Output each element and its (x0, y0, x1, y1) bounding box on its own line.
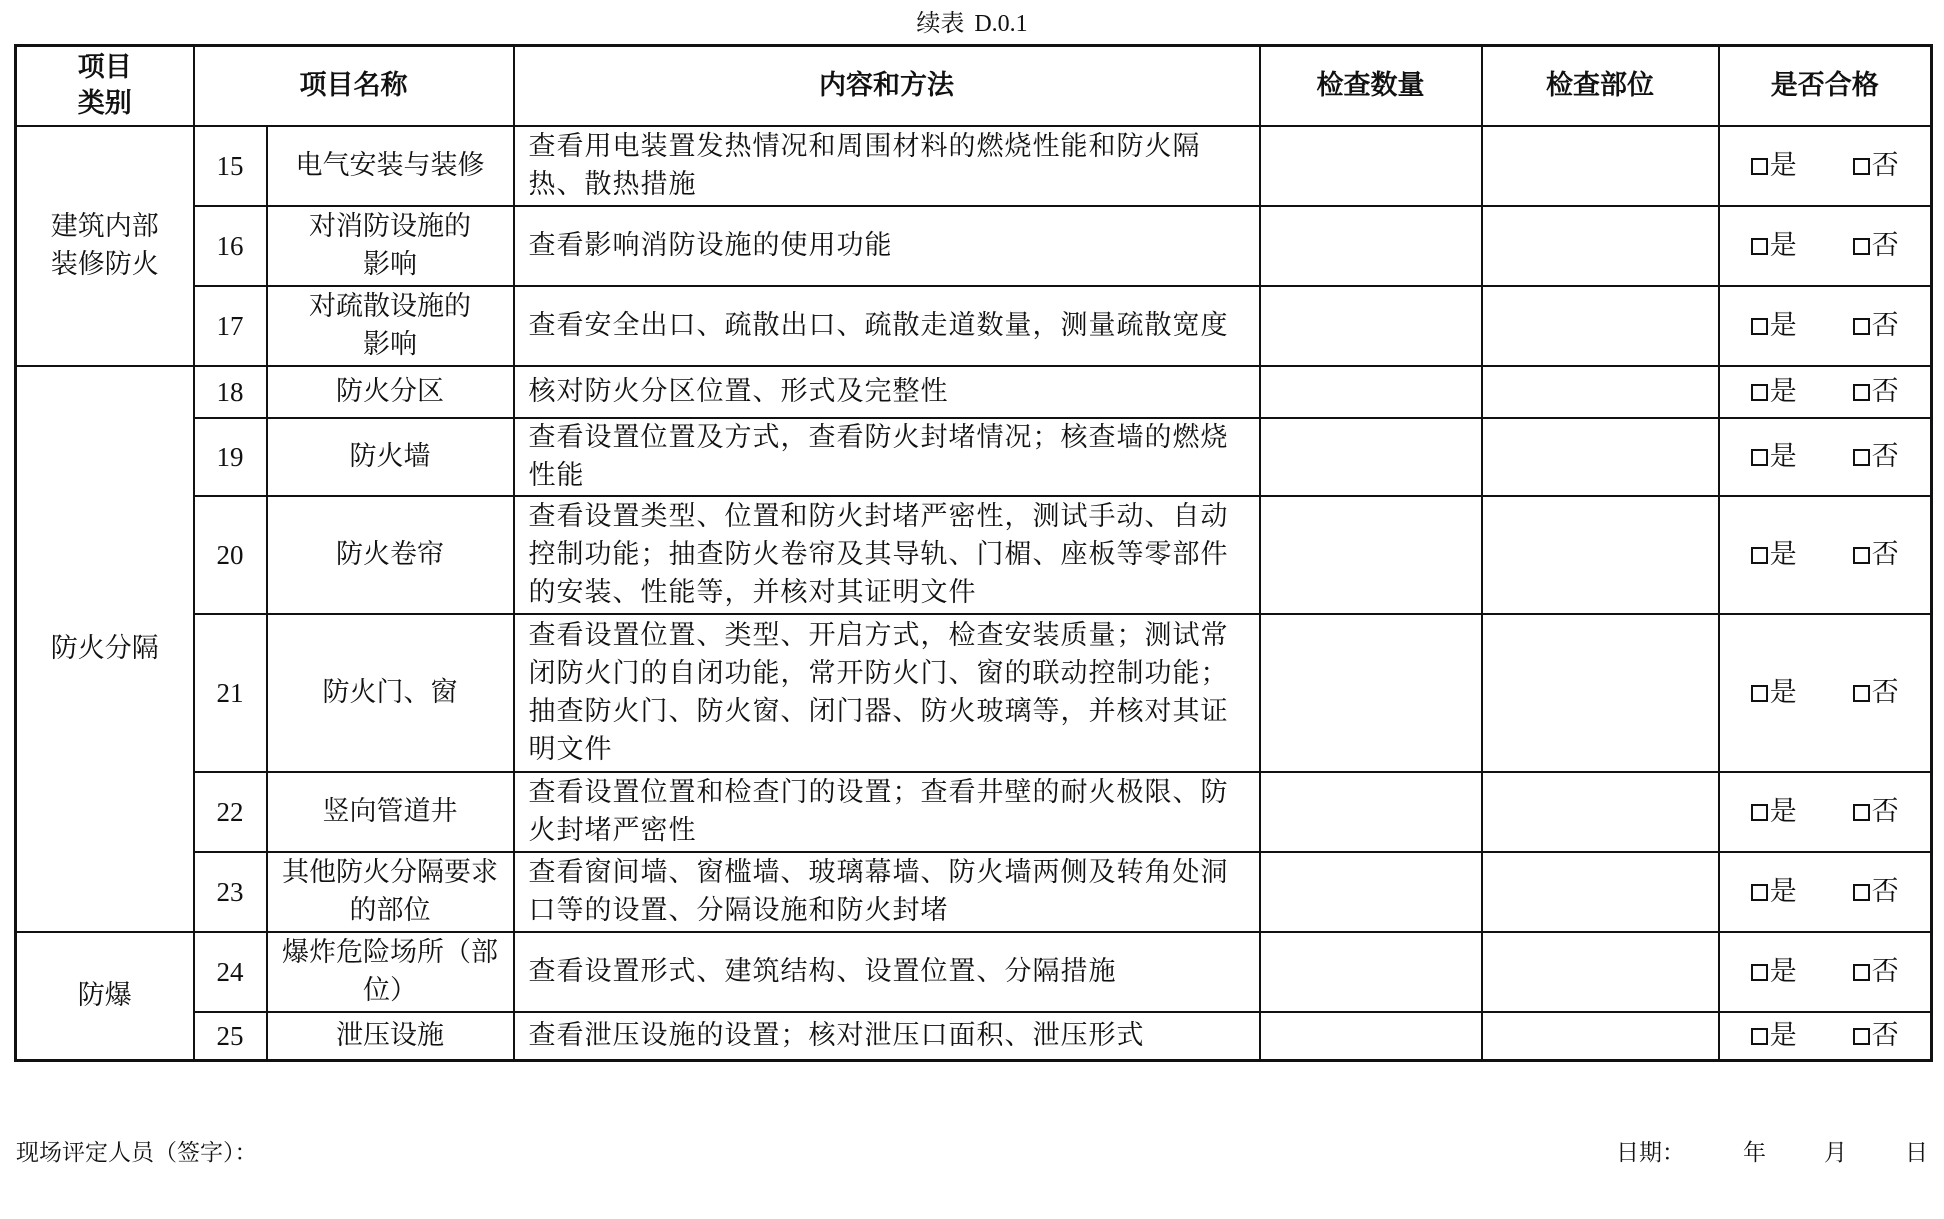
table-row (16, 852, 1932, 932)
category-cell: 防爆 (16, 932, 194, 1060)
item-name-cell: 其他防火分隔要求的部位 (267, 852, 514, 932)
table-row (16, 1012, 1932, 1060)
no-checkbox[interactable] (1853, 449, 1870, 466)
qualified-cell (1719, 126, 1932, 206)
yes-option[interactable] (1751, 793, 1797, 831)
location-cell[interactable] (1482, 1012, 1719, 1060)
yes-option[interactable] (1751, 307, 1797, 345)
date-day: 日 (1905, 1140, 1928, 1166)
no-checkbox[interactable] (1853, 964, 1870, 981)
yes-option[interactable] (1751, 438, 1797, 476)
qualified-cell (1719, 772, 1932, 852)
quantity-cell[interactable] (1260, 852, 1482, 932)
no-label: 否 (1871, 876, 1899, 907)
item-name-cell: 电气安装与装修 (267, 126, 514, 206)
no-option[interactable] (1853, 147, 1899, 185)
item-name-cell: 防火墙 (267, 418, 514, 496)
no-checkbox[interactable] (1853, 158, 1870, 175)
signature-line (16, 1138, 258, 1168)
yes-option[interactable] (1751, 147, 1797, 185)
content-method-cell: 查看窗间墙、窗槛墙、玻璃幕墙、防火墙两侧及转角处洞口等的设置、分隔设施和防火封堵 (514, 852, 1260, 932)
yes-label: 是 (1769, 1019, 1797, 1051)
location-cell[interactable] (1482, 614, 1719, 772)
item-name-cell: 防火门、窗 (267, 614, 514, 772)
no-option[interactable] (1853, 438, 1899, 476)
quantity-cell[interactable] (1260, 772, 1482, 852)
header-row (16, 46, 1932, 127)
signature-label: 现场评定人员（签字）： (16, 1140, 258, 1166)
qualified-cell (1719, 852, 1932, 932)
row-number: 24 (194, 932, 267, 1012)
qualified-cell (1719, 418, 1932, 496)
quantity-cell[interactable] (1260, 366, 1482, 418)
table-row (16, 366, 1932, 418)
location-cell[interactable] (1482, 496, 1719, 614)
item-name-cell: 防火卷帘 (267, 496, 514, 614)
header-qualified: 是否合格 (1719, 46, 1932, 127)
no-checkbox[interactable] (1853, 547, 1870, 564)
content-method-cell: 查看设置位置和检查门的设置；查看井壁的耐火极限、防火封堵严密性 (514, 772, 1260, 852)
yes-label: 是 (1769, 677, 1797, 708)
quantity-cell[interactable] (1260, 496, 1482, 614)
title-code: D.0.1 (974, 11, 1028, 37)
category-cell: 防火分隔 (16, 366, 194, 932)
no-label: 否 (1871, 677, 1899, 708)
no-checkbox[interactable] (1853, 804, 1870, 821)
quantity-cell[interactable] (1260, 126, 1482, 206)
content-method-cell: 查看设置类型、位置和防火封堵严密性，测试手动、自动控制功能；抽查防火卷帘及其导轨、门楣、座板等零部件的安装、性能等，并核对其证明文件 (514, 496, 1260, 614)
yes-label: 是 (1769, 150, 1797, 181)
no-checkbox[interactable] (1853, 238, 1870, 255)
quantity-cell[interactable] (1260, 286, 1482, 366)
row-number: 23 (194, 852, 267, 932)
no-option[interactable] (1853, 793, 1899, 831)
table-title (0, 6, 1944, 41)
no-checkbox[interactable] (1853, 384, 1870, 401)
content-method-cell: 核对防火分区位置、形式及完整性 (514, 366, 1260, 418)
yes-checkbox[interactable] (1751, 804, 1768, 821)
qualified-cell (1719, 286, 1932, 366)
header-category: 项目 类别 (16, 46, 194, 127)
content-method-cell: 查看设置位置、类型、开启方式，检查安装质量；测试常闭防火门的自闭功能，常开防火门、窗的联动控制功能；抽查防火门、防火窗、闭门器、防火玻璃等，并核对其证明文件 (514, 614, 1260, 772)
row-number: 20 (194, 496, 267, 614)
quantity-cell[interactable] (1260, 932, 1482, 1012)
date-month: 月 (1824, 1140, 1847, 1166)
no-option[interactable] (1853, 227, 1899, 265)
no-label: 否 (1871, 1019, 1899, 1051)
row-number: 25 (194, 1012, 267, 1060)
qualified-cell (1719, 366, 1932, 418)
yes-label: 是 (1769, 441, 1797, 472)
yes-option[interactable] (1751, 953, 1797, 991)
item-name-cell: 爆炸危险场所（部位） (267, 932, 514, 1012)
content-method-cell: 查看泄压设施的设置；核对泄压口面积、泄压形式 (514, 1012, 1260, 1060)
yes-checkbox[interactable] (1751, 238, 1768, 255)
location-cell[interactable] (1482, 852, 1719, 932)
inspection-table (14, 44, 1933, 1062)
row-number: 19 (194, 418, 267, 496)
location-cell[interactable] (1482, 126, 1719, 206)
yes-checkbox[interactable] (1751, 1028, 1768, 1045)
location-cell[interactable] (1482, 206, 1719, 286)
yes-label: 是 (1769, 876, 1797, 907)
yes-checkbox[interactable] (1751, 449, 1768, 466)
no-option[interactable] (1853, 674, 1899, 712)
content-method-cell: 查看安全出口、疏散出口、疏散走道数量，测量疏散宽度 (514, 286, 1260, 366)
no-option[interactable] (1853, 307, 1899, 345)
qualified-cell (1719, 614, 1932, 772)
content-method-cell: 查看影响消防设施的使用功能 (514, 206, 1260, 286)
item-name-cell: 对疏散设施的影响 (267, 286, 514, 366)
location-cell[interactable] (1482, 932, 1719, 1012)
no-option[interactable] (1853, 873, 1899, 911)
yes-option[interactable] (1751, 1017, 1797, 1055)
no-option[interactable] (1853, 373, 1899, 411)
qualified-cell (1719, 496, 1932, 614)
header-location: 检查部位 (1482, 46, 1719, 127)
row-number: 17 (194, 286, 267, 366)
yes-label: 是 (1769, 310, 1797, 341)
location-cell[interactable] (1482, 772, 1719, 852)
table-row (16, 496, 1932, 614)
item-name-cell: 对消防设施的影响 (267, 206, 514, 286)
yes-checkbox[interactable] (1751, 547, 1768, 564)
no-checkbox[interactable] (1853, 318, 1870, 335)
yes-checkbox[interactable] (1751, 158, 1768, 175)
row-number: 21 (194, 614, 267, 772)
content-method-cell: 查看用电装置发热情况和周围材料的燃烧性能和防火隔热、散热措施 (514, 126, 1260, 206)
yes-option[interactable] (1751, 227, 1797, 265)
quantity-cell[interactable] (1260, 418, 1482, 496)
no-checkbox[interactable] (1853, 1028, 1870, 1045)
quantity-cell[interactable] (1260, 1012, 1482, 1060)
yes-label: 是 (1769, 230, 1797, 261)
yes-label: 是 (1769, 796, 1797, 827)
table-row (16, 206, 1932, 286)
quantity-cell[interactable] (1260, 206, 1482, 286)
qualified-cell (1719, 206, 1932, 286)
yes-checkbox[interactable] (1751, 384, 1768, 401)
row-number: 18 (194, 366, 267, 418)
quantity-cell[interactable] (1260, 614, 1482, 772)
yes-label: 是 (1769, 539, 1797, 570)
yes-checkbox[interactable] (1751, 685, 1768, 702)
yes-option[interactable] (1751, 873, 1797, 911)
item-name-cell: 防火分区 (267, 366, 514, 418)
header-content: 内容和方法 (514, 46, 1260, 127)
location-cell[interactable] (1482, 286, 1719, 366)
table-row (16, 286, 1932, 366)
yes-label: 是 (1769, 956, 1797, 987)
row-number: 15 (194, 126, 267, 206)
table-row (16, 772, 1932, 852)
no-label: 否 (1871, 376, 1899, 407)
yes-checkbox[interactable] (1751, 964, 1768, 981)
no-checkbox[interactable] (1853, 685, 1870, 702)
yes-label: 是 (1769, 376, 1797, 407)
no-checkbox[interactable] (1853, 884, 1870, 901)
no-label: 否 (1871, 150, 1899, 181)
item-name-cell: 泄压设施 (267, 1012, 514, 1060)
header-item-name: 项目名称 (194, 46, 514, 127)
header-quantity: 检查数量 (1260, 46, 1482, 127)
content-method-cell: 查看设置形式、建筑结构、设置位置、分隔措施 (514, 932, 1260, 1012)
yes-option[interactable] (1751, 674, 1797, 712)
table-row (16, 932, 1932, 1012)
no-label: 否 (1871, 441, 1899, 472)
date-line (1616, 1138, 1928, 1168)
no-option[interactable] (1853, 953, 1899, 991)
table-row (16, 126, 1932, 206)
date-year: 年 (1743, 1140, 1766, 1166)
date-label: 日期： (1616, 1140, 1685, 1166)
row-number: 16 (194, 206, 267, 286)
no-label: 否 (1871, 539, 1899, 570)
no-option[interactable] (1853, 1017, 1899, 1055)
content-method-cell: 查看设置位置及方式，查看防火封堵情况；核查墙的燃烧性能 (514, 418, 1260, 496)
table-row (16, 418, 1932, 496)
qualified-cell (1719, 1012, 1932, 1060)
yes-option[interactable] (1751, 536, 1797, 574)
no-label: 否 (1871, 956, 1899, 987)
location-cell[interactable] (1482, 418, 1719, 496)
location-cell[interactable] (1482, 366, 1719, 418)
yes-checkbox[interactable] (1751, 884, 1768, 901)
title-text: 续表 (916, 9, 965, 37)
yes-checkbox[interactable] (1751, 318, 1768, 335)
table-row (16, 614, 1932, 772)
no-label: 否 (1871, 230, 1899, 261)
row-number: 22 (194, 772, 267, 852)
no-option[interactable] (1853, 536, 1899, 574)
qualified-cell (1719, 932, 1932, 1012)
no-label: 否 (1871, 310, 1899, 341)
item-name-cell: 竖向管道井 (267, 772, 514, 852)
no-label: 否 (1871, 796, 1899, 827)
category-cell: 建筑内部 装修防火 (16, 126, 194, 366)
yes-option[interactable] (1751, 373, 1797, 411)
